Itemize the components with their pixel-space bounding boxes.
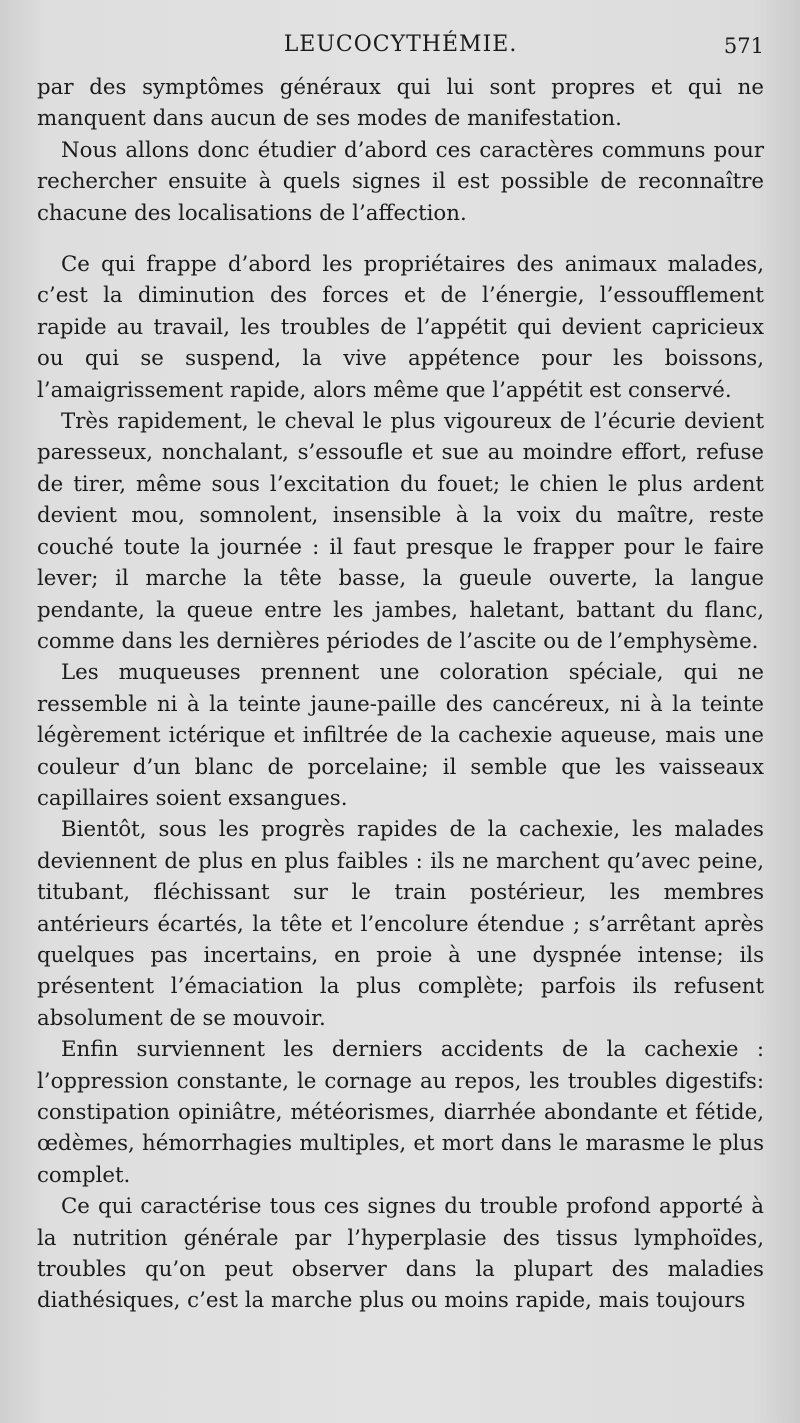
- paragraph: Enfin surviennent les derniers accidents de la cachexie : l’oppression constante, le cornage au repos, les troubles digestifs: constipation opiniâtre, météorismes, diarrhée abondante et fétide, œdèmes, hémorrhagies multiples, et mort dans le marasme le plus complet.: [37, 1037, 764, 1188]
- paragraph: par des symptômes généraux qui lui sont propres et qui ne manquent dans aucun de ses modes de manifestation.: [37, 75, 764, 132]
- paragraph: Ce qui frappe d’abord les propriétaires des animaux malades, c’est la diminution des forces et de l’énergie, l’essoufflement rapide au travail, les troubles de l’appétit qui devient capricieux ou qui se suspend, la vive appétence pour les boissons, l’amaigrissement rapide, alors même que l’appétit est conservé.: [37, 252, 764, 403]
- running-title: LEUCOCYTHÉMIE.: [283, 32, 518, 57]
- page-number: 571: [723, 34, 764, 58]
- page-header: [37, 30, 764, 64]
- body-text: [37, 72, 764, 1317]
- paragraph: Les muqueuses prennent une coloration spéciale, qui ne ressemble ni à la teinte jaune-paille des cancéreux, ni à la teinte légèrement ictérique et infiltrée de la cachexie aqueuse, mais une couleur d’un blanc de porcelaine; il semble que les vaisseaux capillaires soient exsangues.: [37, 660, 764, 811]
- paragraph: Bientôt, sous les progrès rapides de la cachexie, les malades deviennent de plus en plus faibles : ils ne marchent qu’avec peine, titubant, fléchissant sur le train postérieur, les membres antérieurs écartés, la tête et l’encolure étendue ; s’arrêtant après quelques pas incertains, en proie à une dyspnée intense; ils présentent l’émaciation la plus complète; parfois ils refusent absolument de se mouvoir.: [37, 817, 764, 1031]
- paragraph: Ce qui caractérise tous ces signes du trouble profond apporté à la nutrition générale par l’hyperplasie des tissus lymphoïdes, troubles qu’on peut observer dans la plupart des maladies diathésiques, c’est la marche plus ou moins rapide, mais toujours: [37, 1194, 764, 1314]
- paragraph: Très rapidement, le cheval le plus vigoureux de l’écurie devient paresseux, nonchalant, s’essoufle et sue au moindre effort, refuse de tirer, même sous l’excitation du fouet; le chien le plus ardent devient mou, somnolent, insensible à la voix du maître, reste couché toute la journée : il faut presque le frapper pour le faire lever; il marche la tête basse, la gueule ouverte, la langue pendante, la queue entre les jambes, haletant, battant du flanc, comme dans les dernières périodes de l’ascite ou de l’emphysème.: [37, 409, 764, 654]
- paragraph: Nous allons donc étudier d’abord ces caractères communs pour rechercher ensuite à quels signes il est possible de reconnaître chacune des localisations de l’affection.: [37, 137, 764, 226]
